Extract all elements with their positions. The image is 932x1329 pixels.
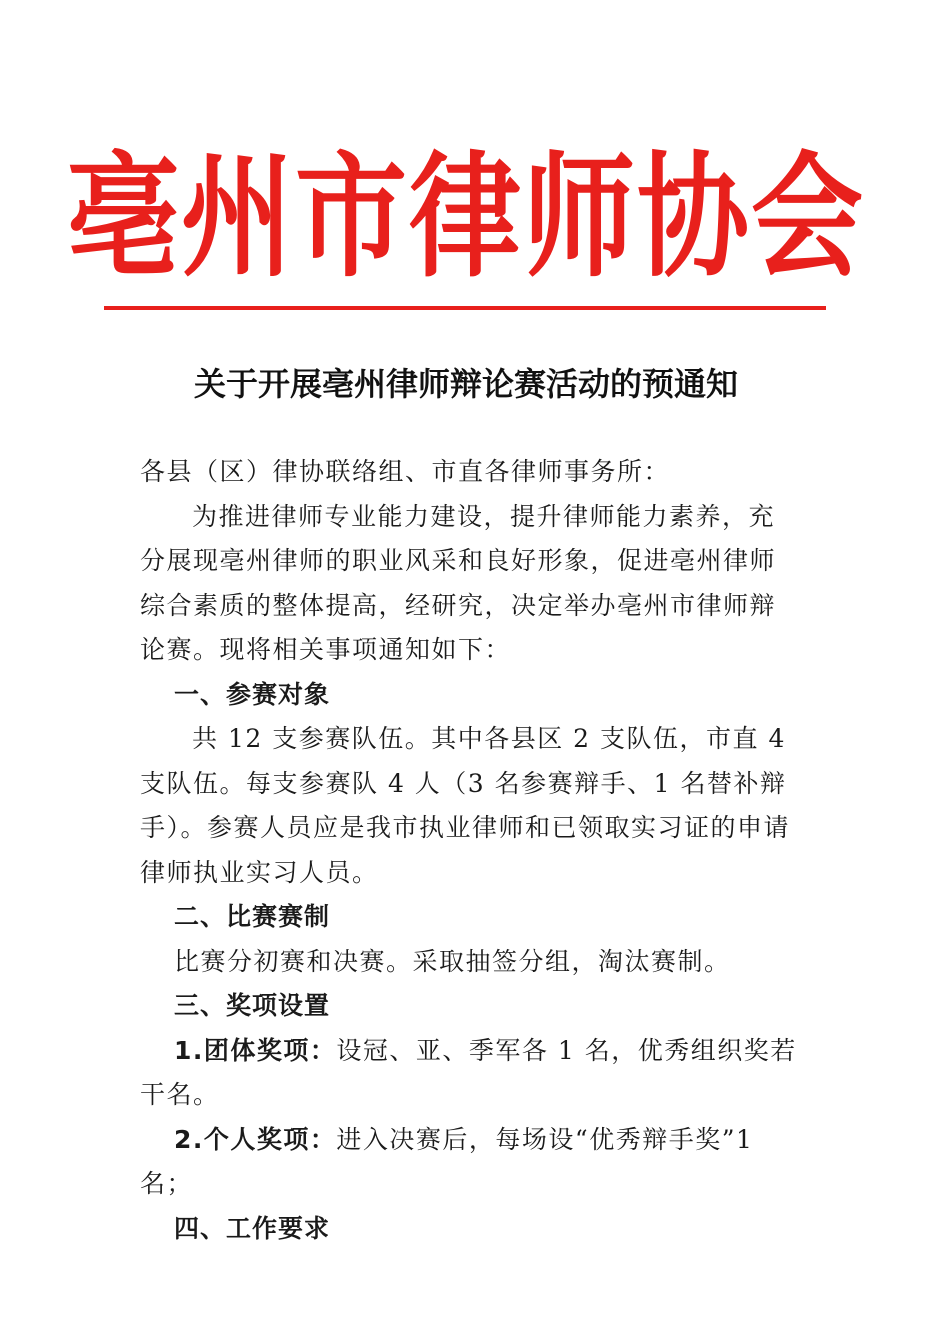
section-text-format: 比赛分初赛和决赛。采取抽签分组，淘汰赛制。: [174, 946, 731, 976]
intro-paragraph: 为推进律师专业能力建设，提升律师能力素养，充分展现亳州律师的职业风采和良好形象，促进亳州律师综合素质的整体提高，经研究，决定举办亳州市律师辩论赛。现将相关事项通知如下：: [140, 501, 777, 664]
section-heading-participants: 一、参赛对象: [174, 679, 331, 709]
section-heading-awards: 三、奖项设置: [174, 991, 331, 1020]
award-text-individual: 进入决赛后，每场设“优秀辩手奖”1 名；: [140, 1124, 754, 1198]
award-text-team: 设冠、亚、季军各 1 名，优秀组织奖若干名。: [140, 1035, 797, 1109]
section-text-participants: 共 12 支参赛队伍。其中各县区 2 支队伍，市直 4 支队伍。每支参赛队 4 人（3 名参赛辩手、1 名替补辩手）。参赛人员应是我市执业律师和已领取实习证的申请律师执业实习人员。: [140, 724, 791, 887]
award-item-team: [140, 1029, 800, 1118]
award-label-individual: 2.个人奖项：: [174, 1124, 337, 1154]
notice-body: [140, 450, 800, 1251]
section-heading-requirements: 四、工作要求: [174, 1213, 331, 1243]
section-heading-format: 二、比赛赛制: [174, 902, 331, 931]
salutation: 各县（区）律协联络组、市直各律师事务所：: [140, 457, 671, 486]
notice-title: 关于开展亳州律师辩论赛活动的预通知: [193, 365, 738, 403]
letterhead-organization: 亳州市律师协会: [67, 140, 865, 296]
award-label-team: 1.团体奖项：: [174, 1035, 337, 1065]
letterhead-red-rule: [104, 306, 826, 310]
award-item-individual: [140, 1118, 800, 1207]
